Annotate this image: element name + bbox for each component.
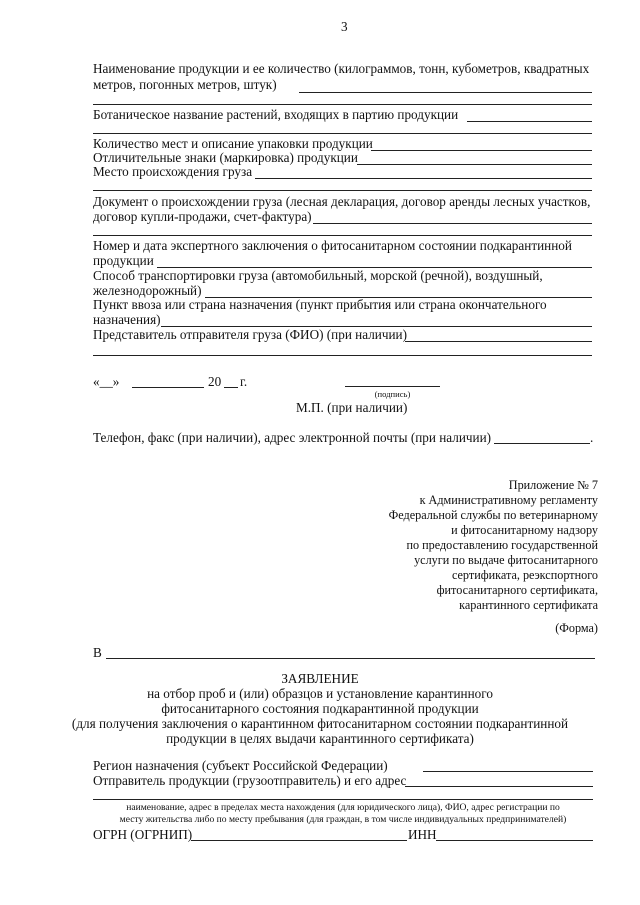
entry-point-label-line2: назначения) [93, 312, 161, 327]
application-subtitle-2: фитосанитарного состояния подкарантинной продукции [161, 701, 479, 716]
origin-place-field-extra[interactable] [93, 190, 592, 191]
botanical-name-field[interactable] [467, 121, 592, 122]
destination-region-label: Регион назначения (субъект Российской Федерации) [93, 758, 388, 773]
expert-conclusion-label-line1: Номер и дата экспертного заключения о фитосанитарном состоянии подкарантинной [93, 238, 572, 253]
marking-label: Отличительные знаки (маркировка) продукции [93, 150, 358, 165]
application-subtitle-4: продукции в целях выдачи карантинного сертификата) [166, 731, 474, 746]
contacts-period: . [590, 430, 594, 445]
product-name-field[interactable] [299, 92, 592, 93]
page-number: 3 [341, 19, 348, 34]
sender-field[interactable] [405, 786, 593, 787]
ogrn-label: ОГРН (ОГРНИП) [93, 827, 193, 842]
representative-field-extra[interactable] [93, 355, 592, 356]
date-day: «__» [93, 374, 120, 389]
appendix-line-6: услуги по выдаче фитосанитарного [414, 553, 598, 567]
ogrn-field[interactable] [191, 840, 407, 841]
appendix-line-8: фитосанитарного сертификата, [436, 583, 598, 597]
appendix-line-1: Приложение № 7 [508, 478, 598, 492]
application-subtitle-3: (для получения заключения о карантинном фитосанитарном состоянии подкарантинной [71, 716, 569, 731]
marking-field[interactable] [357, 164, 592, 165]
product-name-label-line2: метров, погонных метров, штук) [93, 77, 277, 92]
date-year-field[interactable] [224, 387, 238, 388]
form-label: (Форма) [555, 621, 598, 635]
transport-label-line2: железнодорожный) [93, 283, 202, 298]
application-title: ЗАЯВЛЕНИЕ [281, 671, 359, 686]
expert-conclusion-label-line2: продукции [93, 253, 154, 268]
inn-field[interactable] [436, 840, 593, 841]
date-month-field[interactable] [132, 387, 204, 388]
stamp-label: М.П. (при наличии) [296, 400, 408, 415]
appendix-line-3: Федеральной службы по ветеринарному [388, 508, 598, 522]
contacts-field[interactable] [494, 443, 590, 444]
transport-label-line1: Способ транспортировки груза (автомобильный, морской (речной), воздушный, [93, 268, 543, 283]
botanical-name-label: Ботаническое название растений, входящих в партию продукции [93, 107, 459, 122]
botanical-name-field-extra[interactable] [93, 133, 592, 134]
inn-label: ИНН [408, 827, 437, 842]
appendix-line-9: карантинного сертификата [459, 598, 598, 612]
sender-field-extra[interactable] [93, 799, 593, 800]
origin-document-label-line1: Документ о происхождении груза (лесная декларация, договор аренды лесных участков, [93, 194, 591, 209]
appendix-line-2: к Административному регламенту [419, 493, 598, 507]
appendix-line-7: сертификата, реэкспортного [451, 568, 598, 582]
packages-label: Количество мест и описание упаковки продукции [93, 136, 373, 151]
representative-label: Представитель отправителя груза (ФИО) (при наличии) [93, 327, 407, 342]
origin-place-label: Место происхождения груза [93, 164, 253, 179]
application-subtitle-1: на отбор проб и (или) образцов и установление карантинного [147, 686, 493, 701]
product-name-label-line1: Наименование продукции и ее количество (килограммов, тонн, кубометров, квадратных [93, 61, 590, 76]
date-day-blank[interactable]: __ [99, 374, 113, 389]
origin-document-field-extra[interactable] [93, 235, 592, 236]
date-year-suffix: г. [240, 374, 248, 389]
signature-caption: (подпись) [374, 389, 411, 399]
addressee-field[interactable] [106, 658, 595, 659]
product-name-field-extra[interactable] [93, 104, 592, 105]
contacts-label: Телефон, факс (при наличии), адрес электронной почты (при наличии) [93, 430, 492, 445]
appendix-line-5: по предоставлению государственной [406, 538, 598, 552]
origin-document-field[interactable] [313, 223, 592, 224]
signature-field[interactable] [345, 386, 440, 387]
sender-note-line1: наименование, адрес в пределах места нахождения (для юридического лица), ФИО, адрес регистрации по [126, 802, 560, 813]
appendix-line-4: и фитосанитарному надзору [451, 523, 598, 537]
origin-place-field[interactable] [255, 178, 592, 179]
addressee-label: В [93, 645, 102, 660]
sender-label: Отправитель продукции (грузоотправитель) и его адрес [93, 773, 407, 788]
date-year-prefix: 20 [208, 374, 222, 389]
representative-field[interactable] [405, 341, 592, 342]
sender-note-line2: месту жительства либо по месту пребывания (для граждан, в том числе индивидуальных предпринимателей) [119, 814, 567, 825]
entry-point-label-line1: Пункт ввоза или страна назначения (пункт прибытия или страна окончательного [93, 297, 547, 312]
destination-region-field[interactable] [423, 771, 593, 772]
origin-document-label-line2: договор купли-продажи, счет-фактура) [93, 209, 312, 224]
packages-field[interactable] [371, 150, 592, 151]
